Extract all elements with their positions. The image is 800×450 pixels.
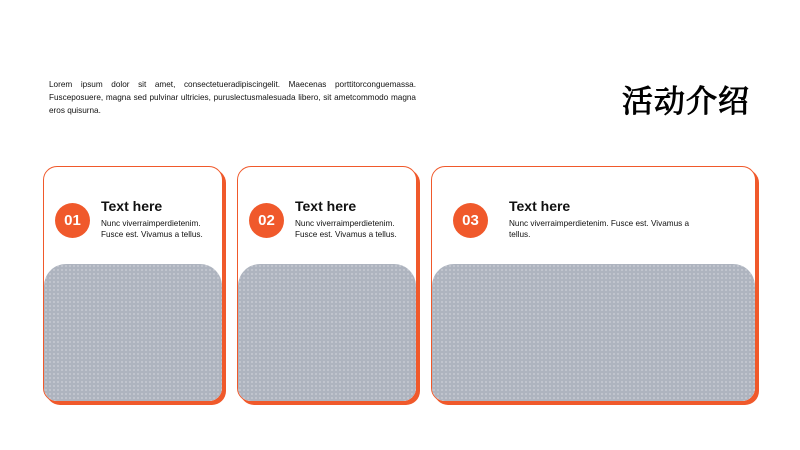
card-number-badge: 02 xyxy=(249,203,284,238)
intro-paragraph: Lorem ipsum dolor sit amet, consectetueradipiscingelit. Maecenas porttitorconguemassa. Fusceposuere, magna sed pulvinar ultricies, puruslectusmalesuada libero, sit ametcommodo magna eros quisurna. xyxy=(49,80,416,116)
card-number-badge: 01 xyxy=(55,203,90,238)
card-description: Nunc viverraimperdietenim. Fusce est. Vivamus a tellus. xyxy=(295,219,397,239)
activity-card-2 xyxy=(237,166,417,402)
page-title: 活动介绍 xyxy=(622,84,750,120)
card-description: Nunc viverraimperdietenim. Fusce est. Vivamus a tellus. xyxy=(509,219,690,239)
card-heading: Text here xyxy=(295,198,357,214)
card-image-placeholder xyxy=(44,264,222,401)
card-image-placeholder xyxy=(238,264,416,401)
card-heading: Text here xyxy=(101,198,163,214)
card-description: Nunc viverraimperdietenim. Fusce est. Vivamus a tellus. xyxy=(101,219,203,239)
card-heading: Text here xyxy=(509,198,571,214)
activity-card-3 xyxy=(431,166,756,402)
card-number-badge: 03 xyxy=(453,203,488,238)
activity-card-1 xyxy=(43,166,223,402)
card-image-placeholder xyxy=(432,264,755,401)
